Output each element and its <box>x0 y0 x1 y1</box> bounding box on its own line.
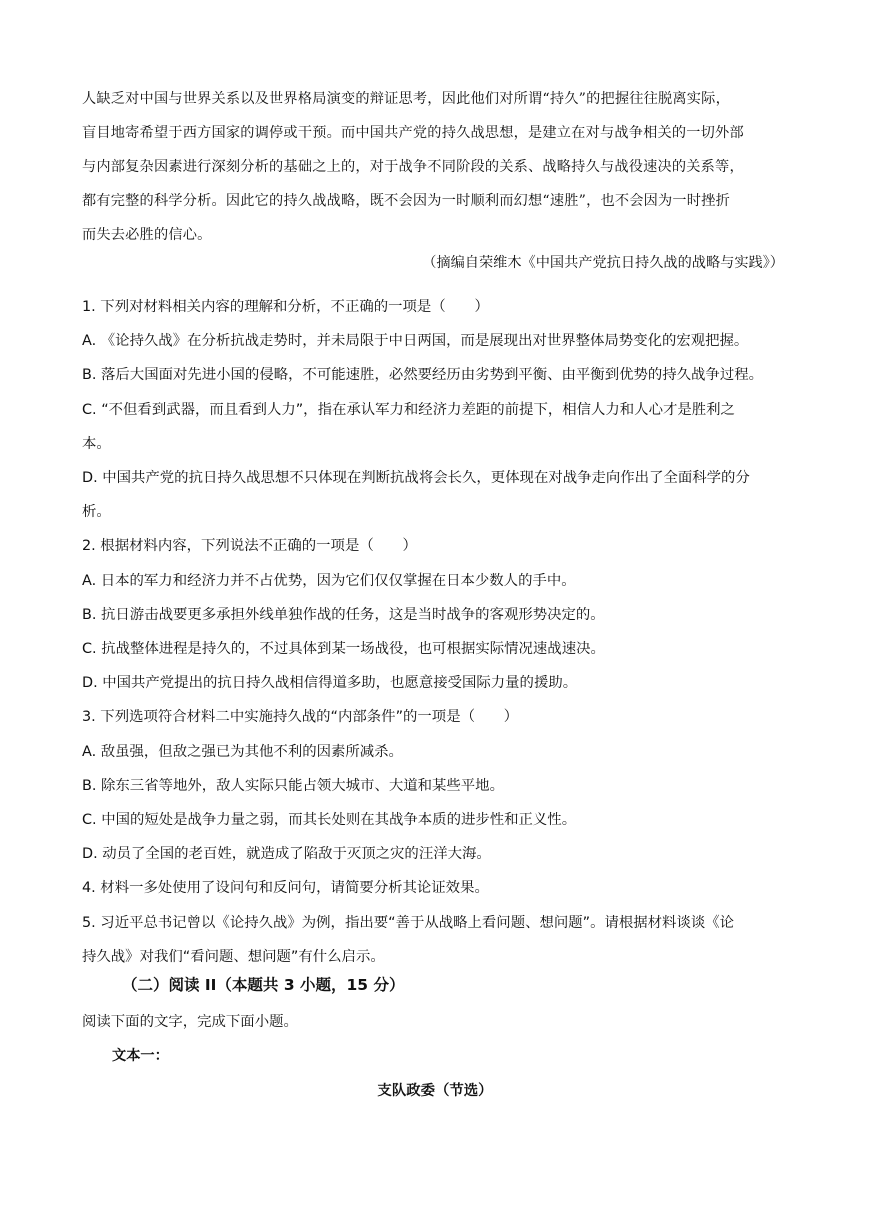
passage-text <box>82 82 788 252</box>
passage-source: （摘编自荣维木《中国共产党抗日持久战的战略与实践》） <box>422 255 784 271</box>
question-line: 2. 根据材料内容，下列说法不正确的一项是（ ） <box>82 538 417 555</box>
question-line: B. 抗日游击战要更多承担外线单独作战的任务，这是当时战争的客观形势决定的。 <box>82 606 605 623</box>
section-instructions: 阅读下面的文字，完成下面小题。 <box>82 1014 298 1030</box>
question-line: D. 中国共产党提出的抗日持久战相信得道多助，也愿意接受国际力量的援助。 <box>82 675 578 692</box>
question-line: C. “不但看到武器，而且看到人力”，指在承认军力和经济力差距的前提下，相信人力和人心才是胜利之 <box>82 401 735 418</box>
question-line: B. 除东三省等地外，敌人实际只能占领大城市、大道和某些平地。 <box>82 777 504 794</box>
passage-line: 盲目地寄希望于西方国家的调停或干预。而中国共产党的持久战思想，是建立在对与战争相关的一切外部 <box>82 125 744 141</box>
text-one-label: 文本一： <box>112 1048 169 1064</box>
section-heading: （二）阅读 II（本题共 3 小题，15 分） <box>122 976 405 994</box>
question-line: D. 动员了全国的老百姓，就造成了陷敌于灭顶之灾的汪洋大海。 <box>82 846 491 863</box>
question-line: A. 《论持久战》在分析抗战走势时，并未局限于中日两国，而是展现出对世界整体局势变化的宏观把握。 <box>82 333 749 350</box>
question-line: A. 日本的军力和经济力并不占优势，因为它们仅仅掌握在日本少数人的手中。 <box>82 572 576 589</box>
question-list <box>82 290 792 974</box>
passage-line: 与内部复杂因素进行深刻分析的基础之上的，对于战争不同阶段的关系、战略持久与战役速决的关系等， <box>82 159 744 175</box>
question-line: 4. 材料一多处使用了设问句和反问句，请简要分析其论证效果。 <box>82 880 489 897</box>
question-line: C. 抗战整体进程是持久的，不过具体到某一场战役，也可根据实际情况速战速决。 <box>82 641 605 658</box>
question-line: 本。 <box>82 435 111 452</box>
article-title: 支队政委（节选） <box>377 1082 493 1099</box>
question-line: A. 敌虽强，但敌之强已为其他不利的因素所减杀。 <box>82 743 403 760</box>
question-line: 1. 下列对材料相关内容的理解和分析，不正确的一项是（ ） <box>82 299 489 315</box>
question-line: 持久战》对我们“看问题、想问题”有什么启示。 <box>82 948 385 965</box>
question-line: C. 中国的短处是战争力量之弱，而其长处则在其战争本质的进步性和正义性。 <box>82 812 577 829</box>
passage-line: 人缺乏对中国与世界关系以及世界格局演变的辩证思考，因此他们对所谓“持久”的把握往往脱离实际， <box>82 91 730 107</box>
passage-line: 都有完整的科学分析。因此它的持久战战略，既不会因为一时顺利而幻想“速胜”，也不会因为一时挫折 <box>82 193 730 209</box>
question-line: B. 落后大国面对先进小国的侵略，不可能速胜，必然要经历由劣势到平衡、由平衡到优势的持久战争过程。 <box>82 367 763 384</box>
question-line: 5. 习近平总书记曾以《论持久战》为例，指出要“善于从战略上看问题、想问题”。请根据材料谈谈《论 <box>82 914 735 931</box>
question-line: D. 中国共产党的抗日持久战思想不只体现在判断抗战将会长久，更体现在对战争走向作出了全面科学的分 <box>82 470 750 487</box>
question-line: 3. 下列选项符合材料二中实施持久战的“内部条件”的一项是（ ） <box>82 709 519 726</box>
passage-line: 而失去必胜的信心。 <box>82 227 212 243</box>
question-line: 析。 <box>82 504 111 521</box>
